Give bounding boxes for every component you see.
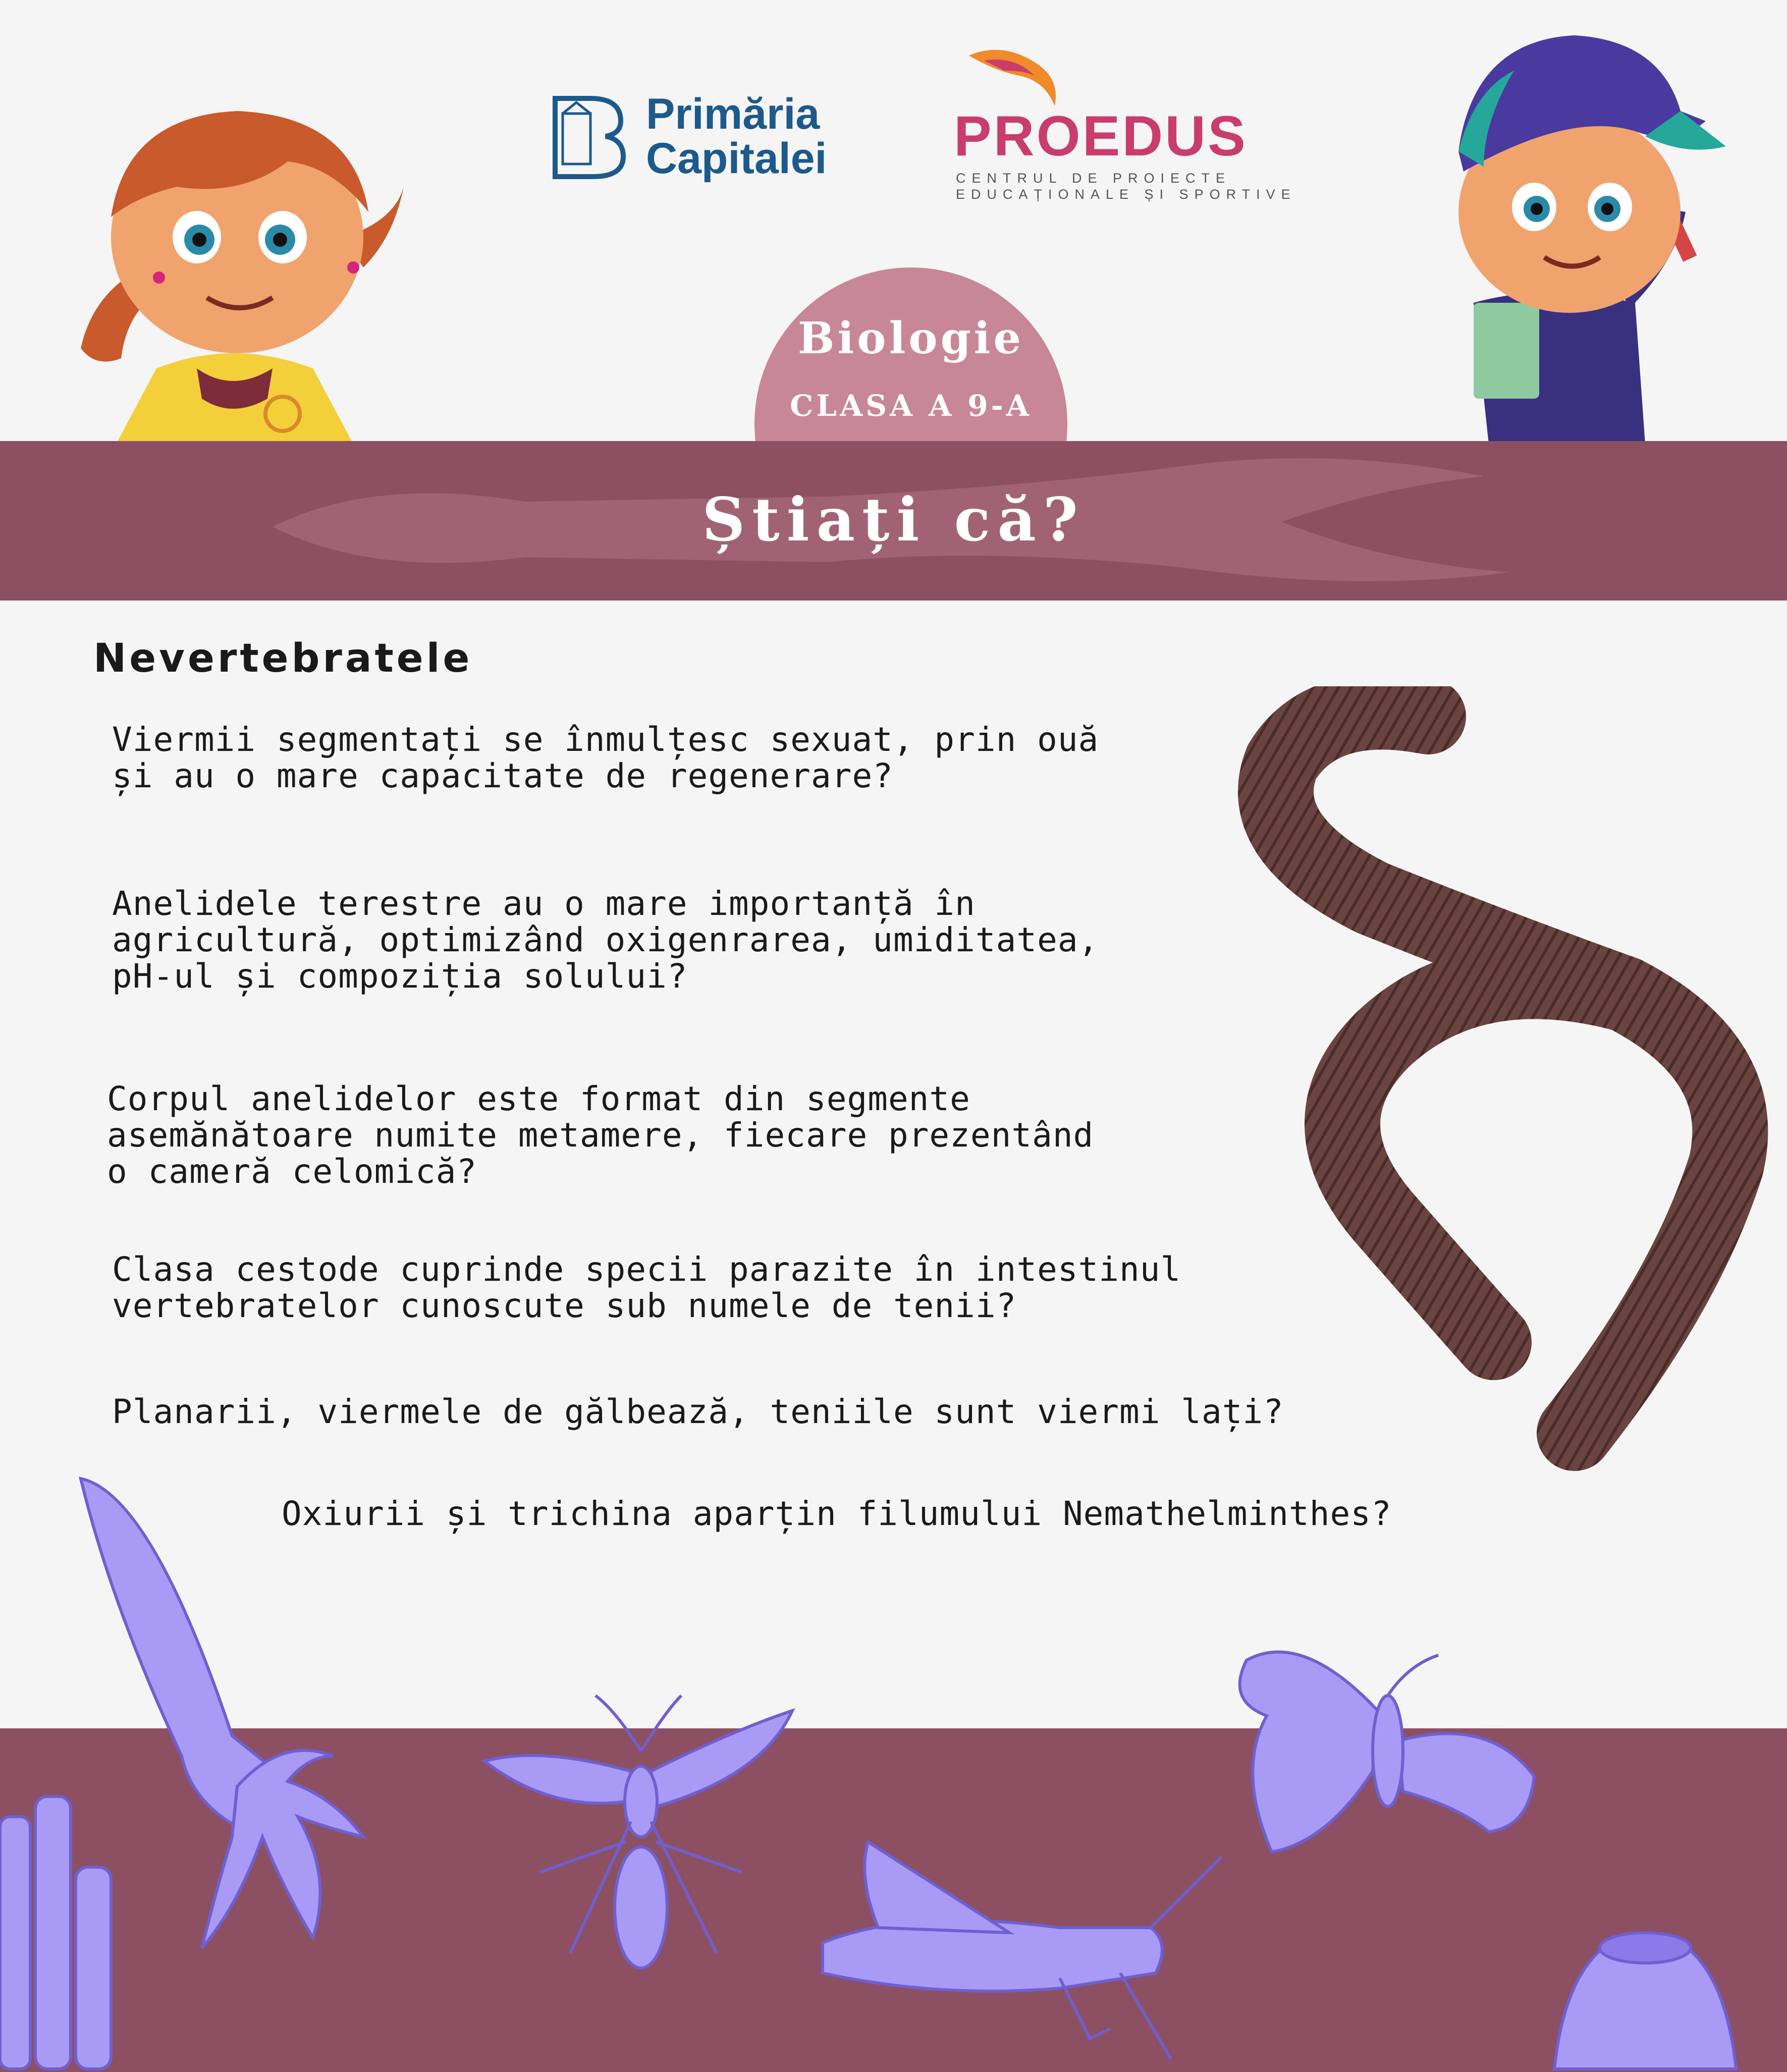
wasp-icon: [479, 1691, 797, 2003]
squid-icon: [71, 1474, 464, 1978]
subject-grade: CLASA A 9-A: [790, 389, 1032, 423]
moth-icon: [1226, 1640, 1549, 1902]
city-hall-icon: [550, 93, 626, 179]
primaria-line1: Primăria: [646, 90, 820, 138]
flame-icon: [964, 45, 1075, 111]
banner-title: Știați că?: [702, 484, 1085, 555]
proedus-subtitle-1: CENTRUL DE PROIECTE: [956, 171, 1231, 186]
girl-character: [50, 86, 414, 444]
primaria-line2: Capitalei: [646, 134, 827, 183]
fact-1: Viermii segmentați se înmulțesc sexuat, prin ouă și au o mare capacitate de regenerare?: [112, 720, 1099, 795]
proedus-logo: [954, 45, 1296, 202]
grasshopper-icon: [807, 1827, 1226, 2069]
earthworm-icon: [1171, 686, 1776, 1474]
primaria-capitalei-logo: [550, 90, 853, 184]
fact-4: Clasa cestode cuprinde specii parazite în intestinul vertebratelor cunoscute sub numele de tenii?: [112, 1250, 1181, 1325]
proedus-subtitle-2: EDUCAȚIONALE ȘI SPORTIVE: [956, 187, 1296, 202]
fact-2: Anelidele terestre au o mare importanță în agricultură, optimizând oxigenrarea, umiditatea, pH-ul și compoziția solului?: [112, 884, 1099, 996]
fact-5: Planarii, viermele de gălbează, teniile sunt viermi lați?: [112, 1392, 1284, 1431]
fact-3: Corpul anelidelor este format din segmente asemănătoare numite metamere, fiecare prezentând o cameră celomică?: [107, 1079, 1094, 1191]
fact-6: Oxiurii și trichina aparțin filumului Nemathelminthes?: [282, 1494, 1392, 1533]
boy-character: [1443, 20, 1726, 444]
proedus-name: PROEDUS: [954, 104, 1248, 168]
shell-icon: [1549, 1913, 1741, 2072]
subject-title: Biologie: [797, 313, 1024, 364]
section-title: Nevertebratele: [93, 636, 473, 681]
